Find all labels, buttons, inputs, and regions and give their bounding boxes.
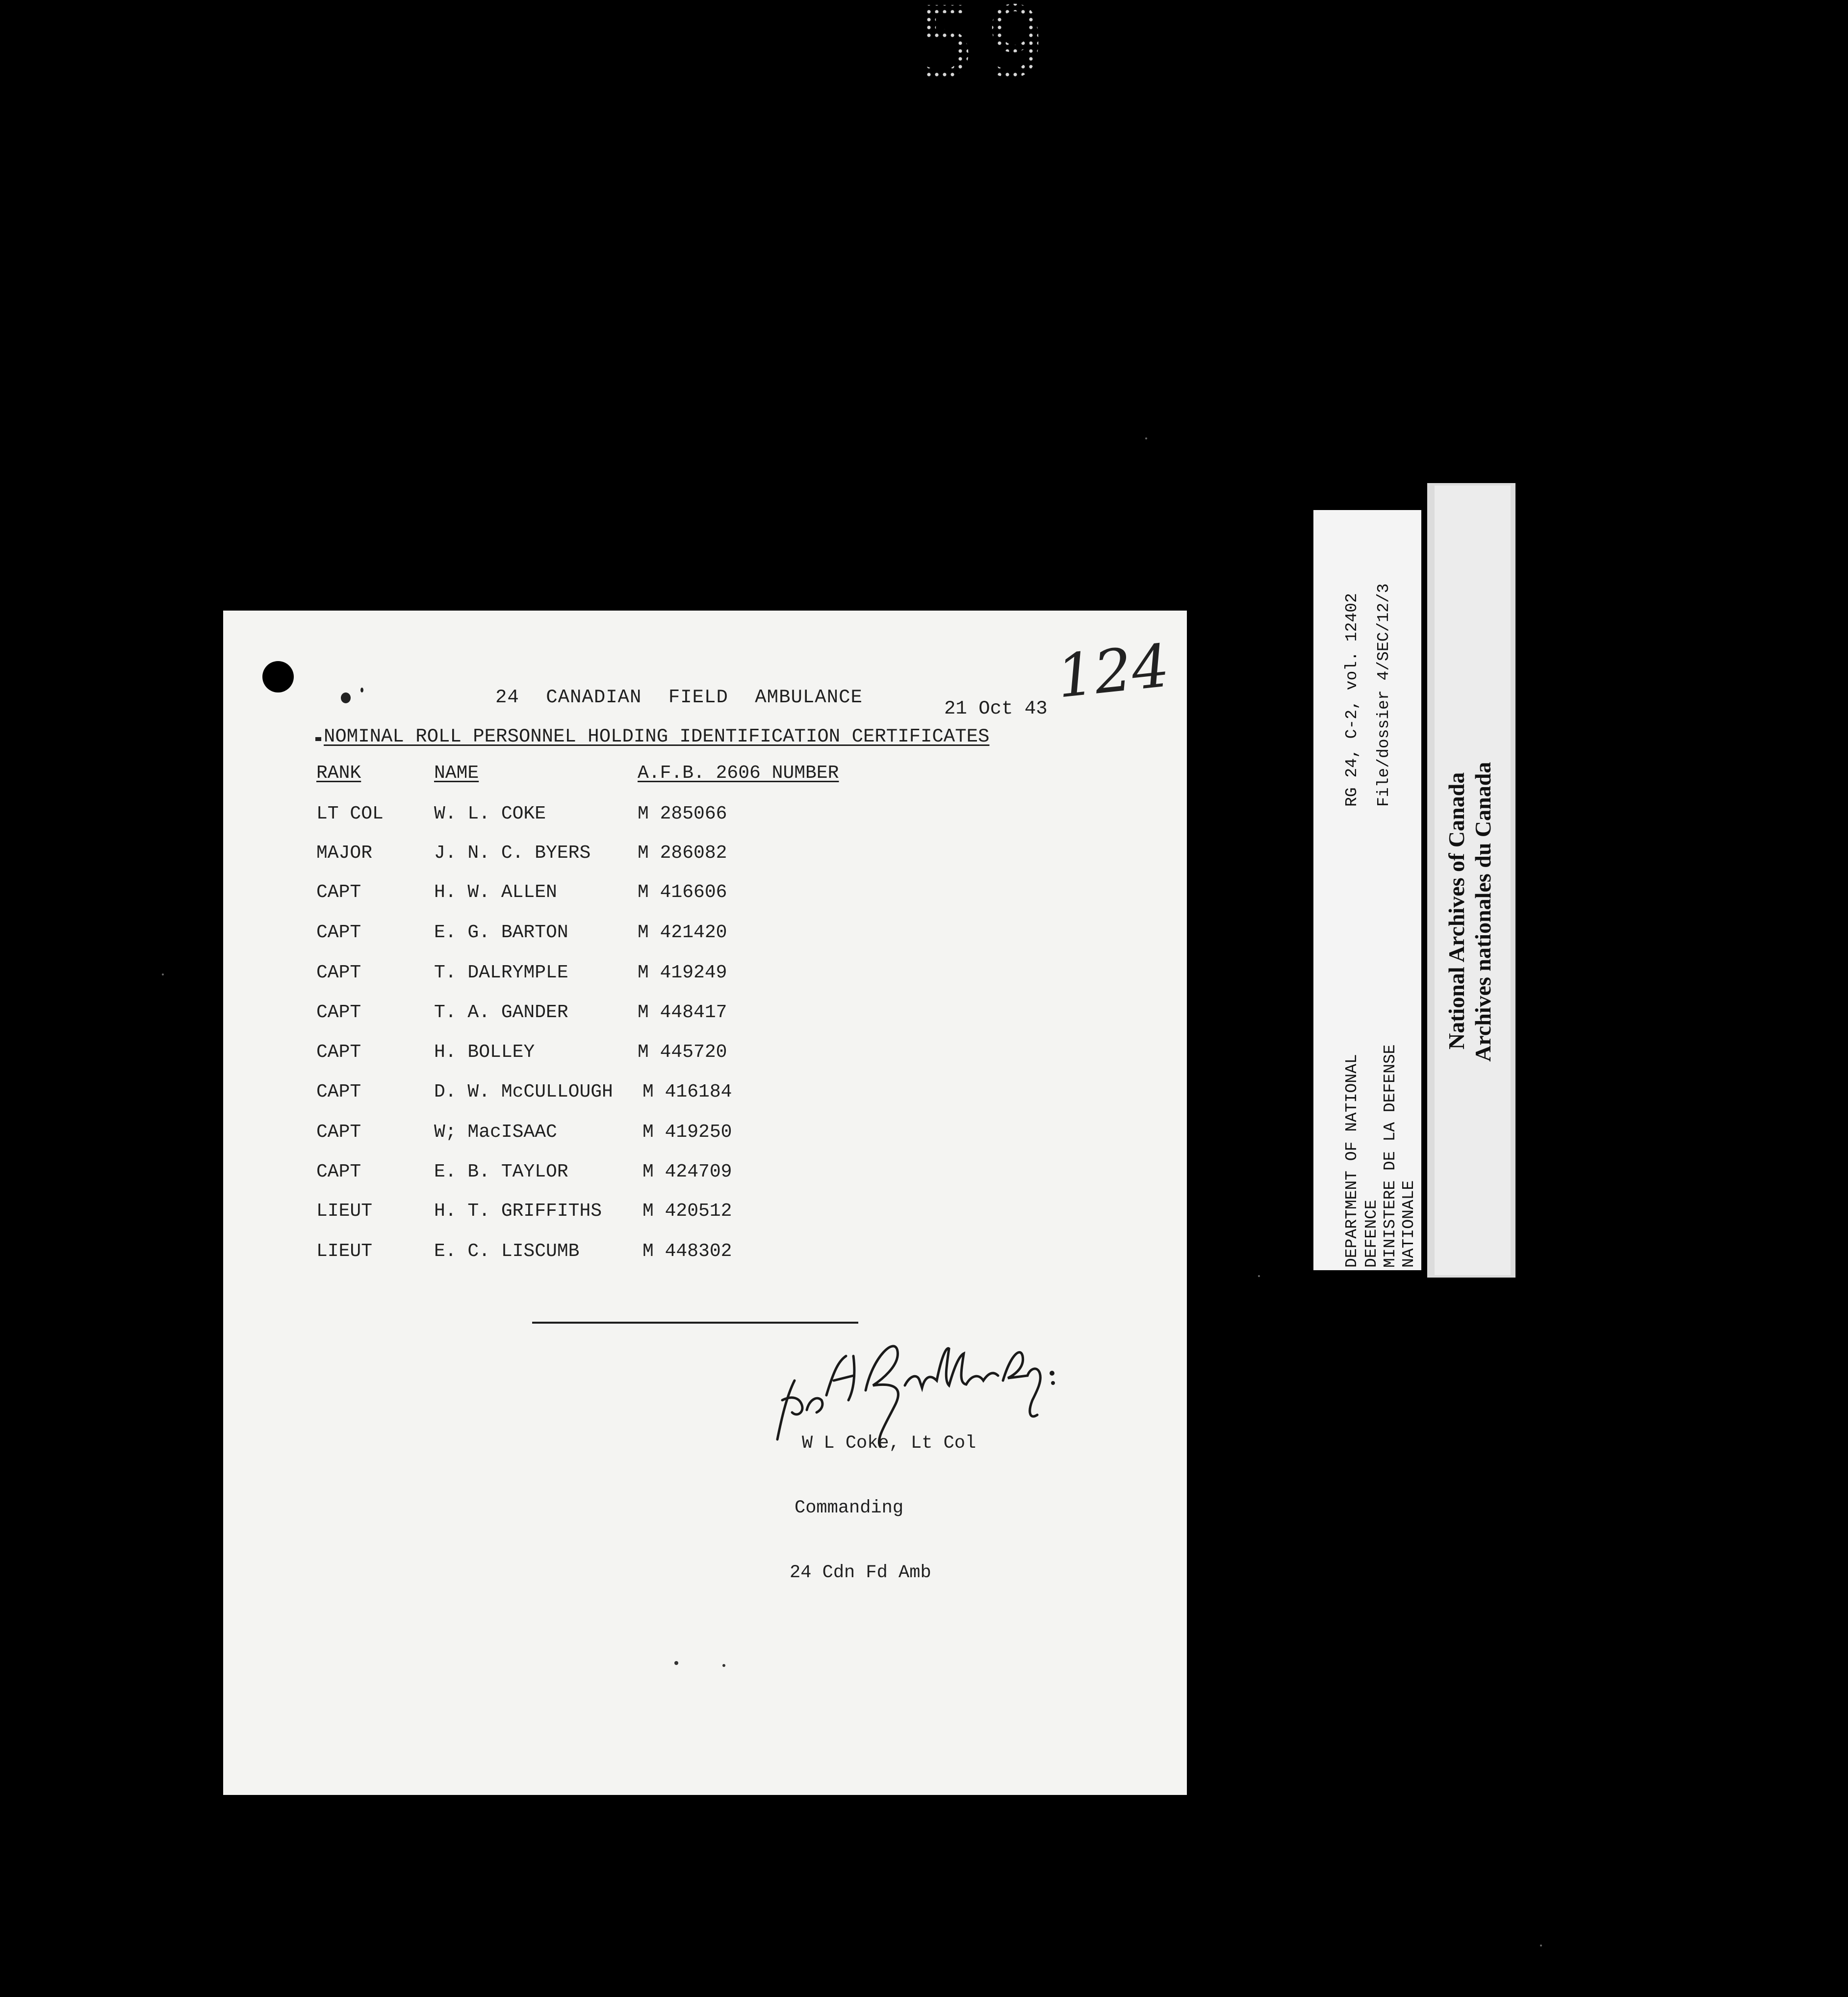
number-cell: M 448302 (642, 1241, 732, 1262)
record-group-reference: RG 24, C-2, vol. 12402 (1343, 593, 1361, 807)
rank-cell: CAPT (316, 962, 361, 983)
table-row (316, 1002, 1052, 1031)
rank-cell: CAPT (316, 1161, 361, 1182)
rank-cell: CAPT (316, 922, 361, 943)
rank-cell: LT COL (316, 803, 384, 824)
table-header (316, 763, 1052, 792)
archive-name-french: Archives nationales du Canada (1470, 762, 1495, 1062)
rank-cell: CAPT (316, 1042, 361, 1063)
number-cell: M 416606 (638, 882, 727, 903)
table-row (316, 962, 1052, 992)
name-cell: E. B. TAYLOR (434, 1161, 568, 1182)
signatory-title: Commanding (795, 1498, 904, 1518)
archive-reference-label (1313, 510, 1421, 1270)
number-cell: M 285066 (638, 803, 727, 824)
name-cell: T. DALRYMPLE (434, 962, 568, 983)
rank-cell: CAPT (316, 1002, 361, 1023)
name-cell: T. A. GANDER (434, 1002, 568, 1023)
table-row (316, 843, 1052, 872)
table-row (316, 1081, 1052, 1111)
film-speck (1145, 437, 1147, 439)
name-cell: H. T. GRIFFITHS (434, 1201, 602, 1222)
table-row (316, 803, 1052, 833)
table-row (316, 1241, 1052, 1270)
film-speck (162, 973, 164, 975)
table-row (316, 1122, 1052, 1151)
signature-block (790, 1389, 976, 1627)
frame-number: 59 (917, 0, 1074, 86)
signatory-unit: 24 Cdn Fd Amb (790, 1562, 931, 1583)
table-row (316, 1042, 1052, 1071)
number-cell: M 424709 (642, 1161, 732, 1182)
table-row (316, 922, 1052, 951)
rank-cell: CAPT (316, 1122, 361, 1143)
department-line-1: DEPARTMENT OF NATIONAL (1343, 1054, 1361, 1268)
number-cell: M 416184 (642, 1081, 732, 1102)
film-speck (1540, 1945, 1542, 1946)
file-reference: File/dossier 4/SEC/12/3 (1375, 583, 1393, 807)
number-cell: M 286082 (638, 843, 727, 864)
rank-cell: CAPT (316, 1081, 361, 1102)
smudge (360, 688, 363, 692)
rank-cell: MAJOR (316, 843, 373, 864)
number-cell: M 445720 (638, 1042, 727, 1063)
smudge (341, 692, 351, 703)
name-cell: D. W. McCULLOUGH (434, 1081, 613, 1102)
rank-cell: CAPT (316, 882, 361, 903)
unit-title: 24 CANADIAN FIELD AMBULANCE (495, 687, 863, 708)
table-row (316, 1161, 1052, 1191)
ministere-line-1: MINISTERE DE LA DEFENSE (1381, 1044, 1399, 1268)
ministere-line-2: NATIONALE (1400, 1180, 1418, 1268)
document-page (223, 611, 1187, 1795)
document-heading: NOMINAL ROLL PERSONNEL HOLDING IDENTIFICATION CERTIFICATES (324, 726, 990, 747)
speck (722, 1664, 725, 1667)
rank-cell: LIEUT (316, 1241, 373, 1262)
name-cell: E. G. BARTON (434, 922, 568, 943)
archive-name-english: National Archives of Canada (1444, 772, 1469, 1050)
document-date: 21 Oct 43 (944, 698, 1048, 719)
speck (674, 1661, 678, 1665)
name-cell: W; MacISAAC (434, 1122, 557, 1143)
table-row (316, 1201, 1052, 1230)
archive-stamp-panel (1435, 486, 1511, 1275)
number-cell: M 421420 (638, 922, 727, 943)
column-header-rank: RANK (316, 763, 361, 784)
department-line-2: DEFENCE (1362, 1200, 1381, 1268)
film-speck (1258, 1275, 1260, 1277)
name-cell: H. W. ALLEN (434, 882, 557, 903)
bullet-mark (315, 737, 321, 741)
number-cell: M 448417 (638, 1002, 727, 1023)
table-row (316, 882, 1052, 911)
number-cell: M 419250 (642, 1122, 732, 1143)
name-cell: J. N. C. BYERS (434, 843, 591, 864)
name-cell: H. BOLLEY (434, 1042, 535, 1063)
signatory-name: W L Coke, Lt Col (802, 1433, 976, 1454)
number-cell: M 419249 (638, 962, 727, 983)
signature-line (532, 1322, 858, 1324)
name-cell: E. C. LISCUMB (434, 1241, 580, 1262)
name-cell: W. L. COKE (434, 803, 546, 824)
punch-hole (262, 661, 294, 692)
rank-cell: LIEUT (316, 1201, 373, 1222)
number-cell: M 420512 (642, 1201, 732, 1222)
column-header-name: NAME (434, 763, 479, 784)
page-number: 124 (1053, 632, 1173, 712)
column-header-number: A.F.B. 2606 NUMBER (638, 763, 839, 784)
